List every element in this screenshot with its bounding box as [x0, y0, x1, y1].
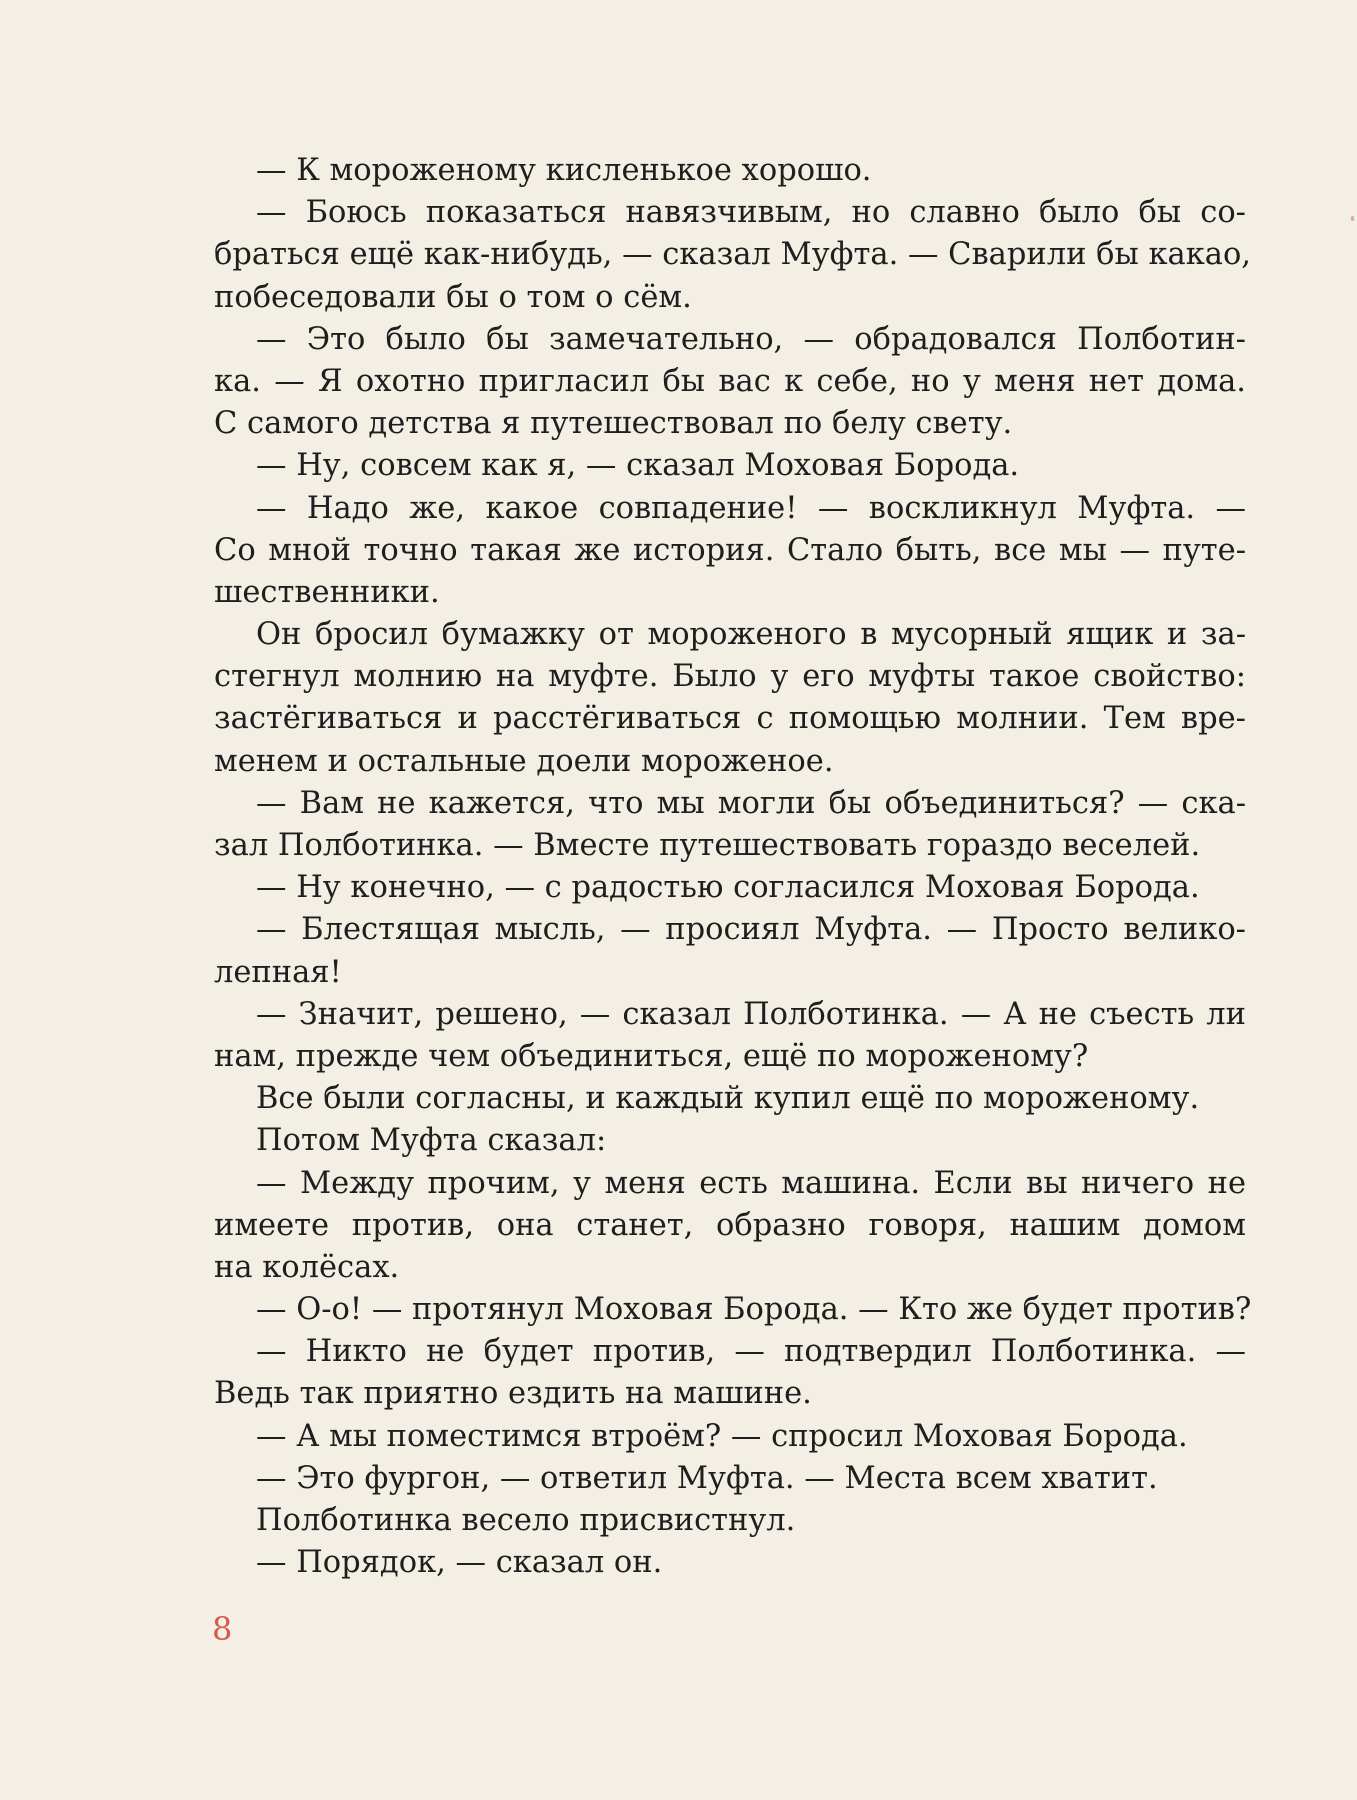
- text-line: на колёсах.: [214, 1249, 400, 1285]
- text-line: — Значит, решено, — сказал Полботинка. — А не съесть ли: [256, 996, 1246, 1032]
- text-line: С самого детства я путешествовал по белу свету.: [214, 406, 1013, 442]
- text-line: лепная!: [214, 954, 342, 990]
- text-line: Все были согласны, и каждый купил ещё по мороженому.: [256, 1081, 1200, 1117]
- text-line: браться ещё как-нибудь, — сказал Муфта. — Сварили бы какао,: [214, 237, 1251, 273]
- text-line: — А мы поместимся втроём? — спросил Моховая Борода.: [256, 1418, 1188, 1454]
- text-line: Потом Муфта сказал:: [256, 1123, 607, 1159]
- text-line: — Вам не кажется, что мы могли бы объединиться? — ска-: [256, 785, 1246, 821]
- text-line: застёгиваться и расстёгиваться с помощью молнии. Тем вре-: [214, 701, 1246, 737]
- text-line: менем и остальные доели мороженое.: [214, 743, 834, 779]
- text-line: Полботинка весело присвистнул.: [256, 1503, 796, 1538]
- text-line: — Между прочим, у меня есть машина. Если вы ничего не: [256, 1165, 1246, 1201]
- text-line: зал Полботинка. — Вместе путешествовать гораздо веселей.: [214, 828, 1201, 863]
- text-line: — Боюсь показаться навязчивым, но славно было бы со-: [256, 195, 1246, 231]
- text-line: — Ну конечно, — с радостью согласился Моховая Борода.: [256, 870, 1200, 906]
- page-number: 8: [212, 1610, 233, 1648]
- paper-speck: [1351, 216, 1354, 221]
- text-line: — Порядок, — сказал он.: [256, 1545, 663, 1581]
- text-line: Ведь так приятно ездить на машине.: [214, 1376, 812, 1412]
- text-line: — Никто не будет против, — подтвердил Полботинка. —: [256, 1334, 1246, 1370]
- text-line: шественники.: [214, 574, 440, 610]
- text-line: побеседовали бы о том о сём.: [214, 279, 692, 315]
- text-line: нам, прежде чем объединиться, ещё по мороженому?: [214, 1038, 1089, 1074]
- text-line: Со мной точно такая же история. Стало быть, все мы — путе-: [214, 532, 1246, 568]
- text-line: — Это фургон, — ответил Муфта. — Места всем хватит.: [256, 1460, 1158, 1496]
- text-line: Он бросил бумажку от мороженого в мусорный ящик и за-: [256, 617, 1246, 653]
- body-text: [214, 150, 1252, 1584]
- text-line: ка. — Я охотно пригласил бы вас к себе, но у меня нет дома.: [214, 363, 1246, 399]
- text-line: — Блестящая мысль, — просиял Муфта. — Просто велико-: [256, 912, 1246, 948]
- text-line: — К мороженому кисленькое хорошо.: [256, 153, 872, 188]
- text-line: имеете против, она станет, образно говоря, нашим домом: [214, 1207, 1246, 1243]
- text-line: — О-о! — протянул Моховая Борода. — Кто же будет против?: [256, 1292, 1252, 1328]
- text-line: — Ну, совсем как я, — сказал Моховая Борода.: [256, 448, 1020, 484]
- text-line: — Это было бы замечательно, — обрадовался Полботин-: [256, 321, 1246, 357]
- text-line: стегнул молнию на муфте. Было у его муфты такое свойство:: [214, 659, 1246, 695]
- text-line: — Надо же, какое совпадение! — воскликнул Муфта. —: [256, 490, 1246, 526]
